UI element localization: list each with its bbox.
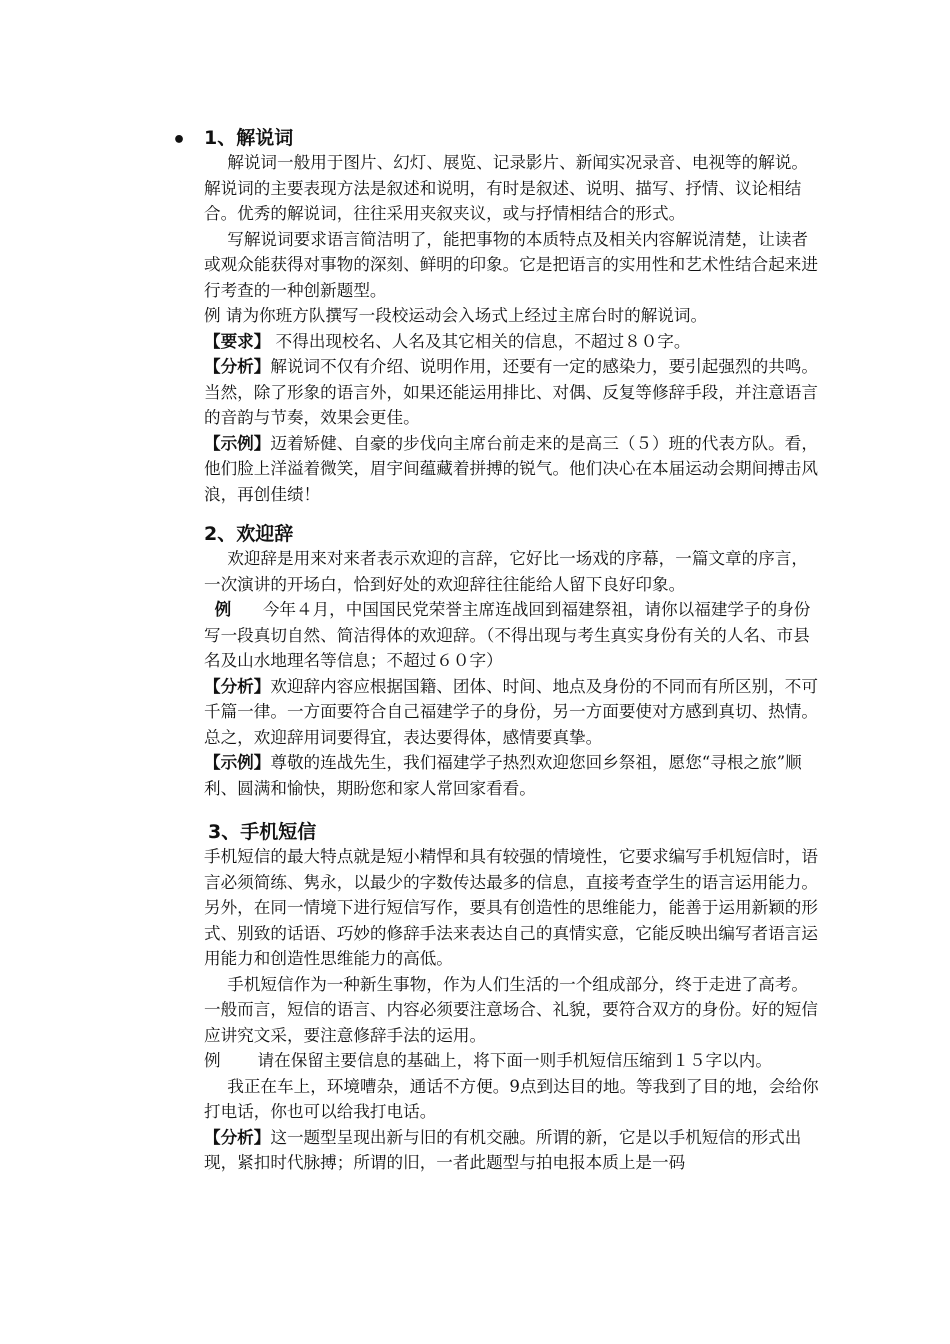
- requirement-text: 不得出现校名、人名及其它相关的信息，不超过８０字。: [270, 331, 691, 351]
- example-text: 请在保留主要信息的基础上，将下面一则手机短信压缩到１５字以内。: [257, 1051, 772, 1070]
- example-text: 今年４月，中国国民党荣誉主席连战回到福建祭祖，请你以福建学子的身份写一段真切自然、简洁得体的欢迎辞。（不得出现与考生真实身份有关的人名、市县名及山水地理名等信息；不超过６０字）: [204, 600, 811, 670]
- sample-text: 迈着矫健、自豪的步伐向主席台前走来的是高三（５）班的代表方队。看，他们脸上洋溢着微笑，眉宇间蕴藏着拼搏的锐气。他们决心在本届运动会期间搏击风浪，再创佳绩！: [204, 433, 818, 504]
- section-body-3: [204, 844, 824, 1176]
- analysis-paragraph: [204, 674, 824, 751]
- example-tag: 例: [204, 1051, 221, 1070]
- paragraph: 写解说词要求语言简洁明了，能把事物的本质特点及相关内容解说清楚，让读者或观众能获得对事物的深刻、鲜明的印象。它是把语言的实用性和艺术性结合起来进行考查的一种创新题型。: [204, 229, 818, 300]
- section-heading-1: 1、解说词: [204, 127, 294, 149]
- section-body-1: [204, 150, 824, 507]
- section-body-2: [204, 546, 824, 801]
- example-line: 例 请为你班方队撰写一段校运动会入场式上经过主席台时的解说词。: [204, 306, 708, 325]
- analysis-text: 解说词不仅有介绍、说明作用，还要有一定的感染力，要引起强烈的共鸣。当然，除了形象的语言外，如果还能运用排比、对偶、反复等修辞手段，并注意语言的音韵与节奏，效果会更佳。: [204, 357, 818, 427]
- sample-paragraph: [204, 750, 824, 801]
- requirement-line: [204, 329, 824, 355]
- sample-text: 尊敬的连战先生，我们福建学子热烈欢迎您回乡祭祖，愿您“寻根之旅”顺利、圆满和愉快，期盼您和家人常回家看看。: [204, 753, 802, 798]
- analysis-tag: 【分析】: [204, 357, 271, 376]
- sample-tag: 【示例】: [204, 433, 271, 453]
- sample-paragraph: [204, 431, 824, 508]
- paragraph: 解说词一般用于图片、幻灯、展览、记录影片、新闻实况录音、电视等的解说。解说词的主要表现方法是叙述和说明，有时是叙述、说明、描写、抒情、议论相结合。优秀的解说词，往往采用夹叙夹议，或与抒情相结合的形式。: [204, 153, 809, 223]
- analysis-text: 欢迎辞内容应根据国籍、团体、时间、地点及身份的不同而有所区别，不可千篇一律。一方面要符合自己福建学子的身份，另一方面要使对方感到真切、热情。总之，欢迎辞用词要得宜，表达要得体，感情要真挚。: [204, 676, 818, 747]
- analysis-text: 这一题型呈现出新与旧的有机交融。所谓的新，它是以手机短信的形式出现，紧扣时代脉搏；所谓的旧，一者此题型与拍电报本质上是一码: [204, 1127, 802, 1172]
- analysis-paragraph: [204, 354, 824, 431]
- paragraph: 欢迎辞是用来对来者表示欢迎的言辞，它好比一场戏的序幕，一篇文章的序言，一次演讲的开场白，恰到好处的欢迎辞往往能给人留下良好印象。: [204, 549, 809, 594]
- list-bullet: •: [172, 128, 187, 153]
- analysis-paragraph: [204, 1125, 824, 1176]
- section-heading-3: 3、手机短信: [208, 821, 317, 843]
- example-paragraph: [204, 597, 824, 674]
- paragraph: 手机短信作为一种新生事物，作为人们生活的一个组成部分，终于走进了高考。一般而言，短信的语言、内容必须要注意场合、礼貌，要符合双方的身份。好的短信应讲究文采，要注意修辞手法的运用。: [204, 974, 818, 1045]
- analysis-tag: 【分析】: [204, 1127, 271, 1147]
- paragraph: 手机短信的最大特点就是短小精悍和具有较强的情境性，它要求编写手机短信时，语言必须简练、隽永，以最少的字数传达最多的信息，直接考查学生的语言运用能力。另外，在同一情境下进行短信写作，要具有创造性的思维能力，能善于运用新颖的形式、别致的话语、巧妙的修辞手法来表达自己的真情实意，它能反映出编写者语言运用能力和创造性思维能力的高低。: [204, 847, 818, 968]
- analysis-tag: 【分析】: [204, 676, 271, 696]
- quoted-message: 我正在车上，环境嘈杂，通话不方便。9点到达目的地。等我到了目的地，会给你打电话，你也可以给我打电话。: [204, 1076, 819, 1121]
- example-tag: 例: [214, 600, 232, 619]
- requirement-tag: 【要求】: [204, 331, 271, 351]
- section-heading-2: 2、欢迎辞: [204, 523, 294, 545]
- example-paragraph: [204, 1048, 824, 1074]
- sample-tag: 【示例】: [204, 753, 271, 772]
